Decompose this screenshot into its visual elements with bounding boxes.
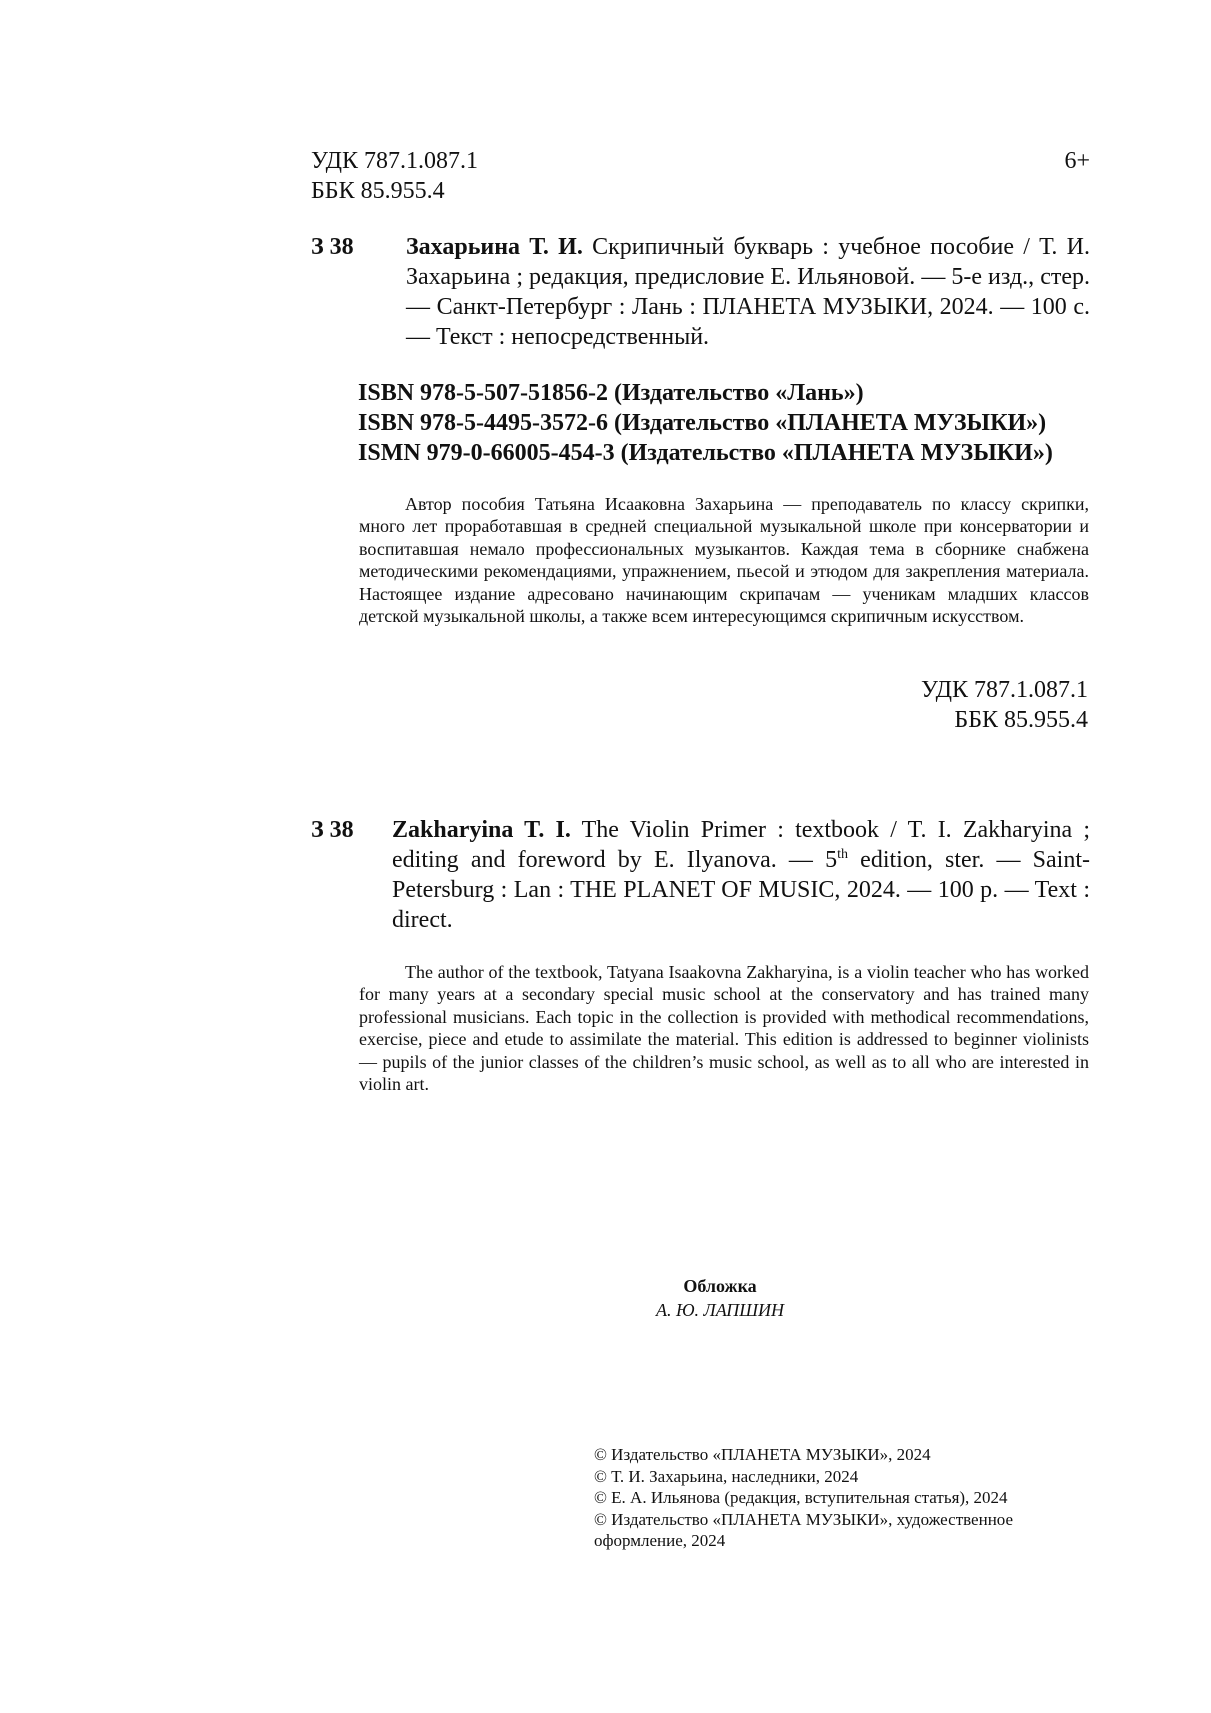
ismn-planet-of-music: ISMN 979-0-66005-454-3 (Издательство «ПЛАНЕТА МУЗЫКИ») [358,440,1053,466]
copyright-line: © Е. А. Ильянова (редакция, вступительная статья), 2024 [594,1488,1008,1508]
annotation-en [359,961,1089,1095]
isbn-planet-of-music: ISBN 978-5-4495-3572-6 (Издательство «ПЛАНЕТА МУЗЫКИ») [358,410,1047,436]
isbn-lan: ISBN 978-5-507-51856-2 (Издательство «Лань») [358,380,864,406]
age-rating: 6+ [1064,148,1090,174]
record-description-en-cont: edition, ster. — Saint-Petersburg : Lan : THE PLANET OF MUSIC, 2024. — 100 p. — Text : direct. [392,847,1090,933]
copyright-line: © Т. И. Захарьина, наследники, 2024 [594,1466,859,1486]
annotation-ru [359,493,1089,627]
annotation-ru-text: Автор пособия Татьяна Исааковна Захарьина — преподаватель по классу скрипки, много лет проработавшая в средней специальной музыкальной школе при консерватории и воспитавшая немало профессиональных музыкантов. Каждая тема в сборнике снабжена методическими рекомендациями, упражнением, пьесой и этюдом для закрепления материала. Настоящее издание адресовано начинающим скрипачам — ученикам младших классов детской музыкальной школы, а также всем интересующимся скрипичным искусством. [359,494,1089,627]
udk-code-top: УДК 787.1.087.1 [311,148,478,174]
copyright-block [594,1444,1094,1552]
identifier-list [358,378,1053,468]
cover-label: Обложка [683,1276,757,1296]
record-description-en: The Violin Primer : textbook / T. I. Zakharyina ; editing and foreword by E. Ilyanova. — 5 [392,817,1090,873]
author-name-ru: Захарьина Т. И. [406,234,583,260]
copyright-line: © Издательство «ПЛАНЕТА МУЗЫКИ», 2024 [594,1445,931,1464]
bbk-code-top: ББК 85.955.4 [311,178,445,204]
author-name-en: Zakharyina T. I. [392,817,571,843]
author-sign-en: З 38 [311,817,354,843]
cover-artist: А. Ю. ЛАПШИН [655,1300,785,1320]
record-description-ru: Скрипичный букварь : учебное пособие / Т. И. Захарьина ; редакция, предисловие Е. Ильяновой. — 5-е изд., стер. — Санкт-Петербург : Лань : ПЛАНЕТА МУЗЫКИ, 2024. — 100 с. — Текст : непосредственный. [406,234,1091,350]
copyright-line: © Издательство «ПЛАНЕТА МУЗЫКИ», художественное оформление, 2024 [594,1509,1014,1551]
udk-code-bottom: УДК 787.1.087.1 [921,677,1088,703]
bibliographic-record-en [392,815,1090,935]
edition-superscript: th [837,847,848,862]
annotation-en-text: The author of the textbook, Tatyana Isaakovna Zakharyina, is a violin teacher who has worked for many years at a secondary special music school at the conservatory and has trained many professional musicians. Each topic in the collection is provided with methodical recommendations, exercise, piece and etude to assimilate the material. This edition is addressed to beginner violinists — pupils of the junior classes of the children’s music school, as well as to all who are interested in violin art. [359,962,1089,1095]
bbk-code-bottom: ББК 85.955.4 [954,707,1088,733]
bibliographic-record-ru [406,232,1090,352]
author-sign-ru: З 38 [311,234,354,260]
